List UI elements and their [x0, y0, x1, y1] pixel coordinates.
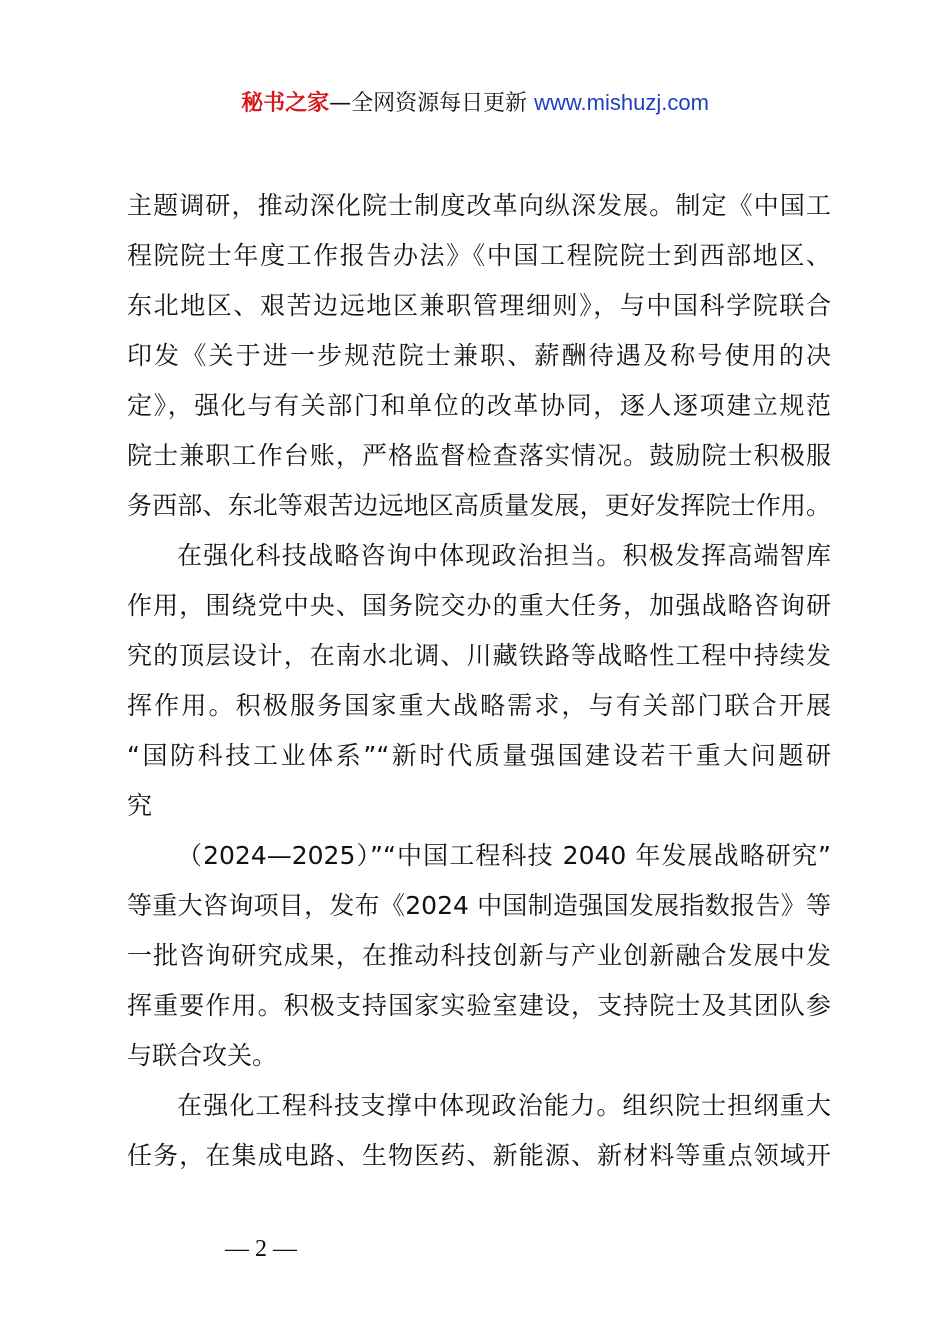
body-line: 挥作用。积极服务国家重大战略需求，与有关部门联合开展 [127, 691, 831, 720]
body-line: 在强化科技战略咨询中体现政治担当。积极发挥高端智库 [177, 541, 831, 570]
body-line: 究 [127, 791, 153, 820]
body-line: “国防科技工业体系”“新时代质量强国建设若干重大问题研 [127, 741, 831, 770]
body-line: 等重大咨询项目，发布《2024 中国制造强国发展指数报告》等 [127, 891, 831, 920]
body-line: 与联合攻关。 [127, 1041, 278, 1070]
body-line: 究的顶层设计，在南水北调、川藏铁路等战略性工程中持续发 [127, 641, 831, 670]
body-line: 在强化工程科技支撑中体现政治能力。组织院士担纲重大 [177, 1091, 831, 1120]
site-brand: 秘书之家 [241, 91, 330, 116]
body-line: 任务，在集成电路、生物医药、新能源、新材料等重点领域开 [127, 1141, 831, 1170]
body-line: 主题调研，推动深化院士制度改革向纵深发展。制定《中国工 [127, 191, 831, 220]
body-line: 定》，强化与有关部门和单位的改革协同，逐人逐项建立规范 [127, 391, 831, 420]
body-line: 挥重要作用。积极支持国家实验室建设，支持院士及其团队参 [127, 991, 831, 1020]
site-url-link[interactable]: www.mishuzj.com [534, 90, 709, 115]
site-slogan: 全网资源每日更新 [351, 91, 528, 116]
body-line: 院士兼职工作台账，严格监督检查落实情况。鼓励院士积极服 [127, 441, 831, 470]
body-line: （2024—2025）”“中国工程科技 2040 年发展战略研究” [177, 841, 831, 870]
page-number: — 2 — [225, 1236, 297, 1262]
site-header [0, 86, 950, 121]
body-line: 务西部、东北等艰苦边远地区高质量发展，更好发挥院士作用。 [127, 491, 831, 520]
body-line: 东北地区、艰苦边远地区兼职管理细则》，与中国科学院联合 [127, 291, 831, 320]
body-line: 程院院士年度工作报告办法》《中国工程院院士到西部地区、 [127, 241, 831, 270]
header-dash: — [329, 91, 352, 116]
body-line: 印发《关于进一步规范院士兼职、薪酬待遇及称号使用的决 [127, 341, 831, 370]
body-line: 一批咨询研究成果，在推动科技创新与产业创新融合发展中发 [127, 941, 831, 970]
body-line: 作用，围绕党中央、国务院交办的重大任务，加强战略咨询研 [127, 591, 831, 620]
